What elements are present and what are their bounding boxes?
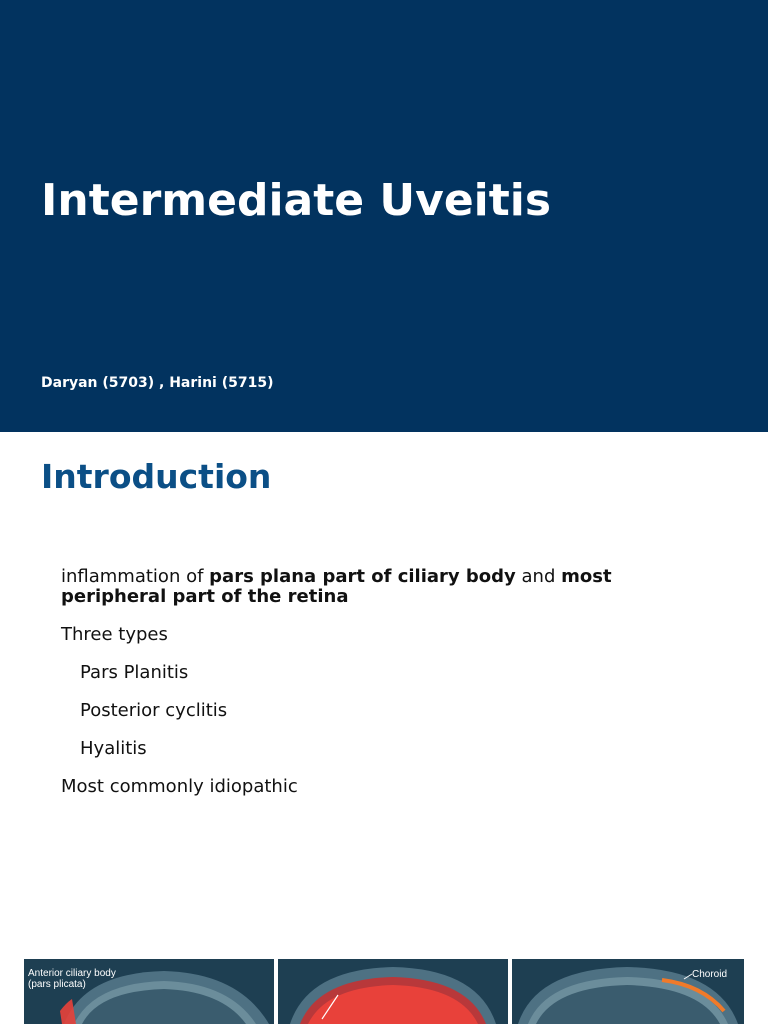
eye-cross-section-2: [278, 959, 508, 1024]
definition-bold-1: pars plana part of ciliary body: [209, 566, 516, 587]
label-anterior-ciliary-body: Anterior ciliary body (pars plicata): [28, 968, 116, 990]
eye-anatomy-figure: [24, 959, 744, 1024]
definition-text-2: and: [515, 566, 562, 587]
definition-bullet: [61, 567, 701, 607]
slide-title: Intermediate Uveitis: [41, 175, 552, 226]
type-item-posterior-cyclitis: Posterior cyclitis: [80, 700, 228, 721]
introduction-slide: [0, 432, 768, 1024]
introduction-bullets: [61, 567, 701, 815]
figure-panel-anterior: [24, 959, 274, 1024]
figure-panel-posterior: [512, 959, 744, 1024]
slide-authors: Daryan (5703) , Harini (5715): [41, 375, 274, 391]
title-slide: [0, 0, 768, 432]
figure-panel-middle: [278, 959, 508, 1024]
type-item-hyalitis: Hyalitis: [80, 738, 147, 759]
type-item-pars-planitis: Pars Planitis: [80, 662, 189, 683]
definition-bold-2: most peripheral part of the retina: [61, 566, 612, 607]
introduction-heading: Introduction: [41, 457, 272, 496]
types-bullet: Three types: [61, 624, 168, 645]
definition-text-1: inflammation of: [61, 566, 210, 587]
etiology-bullet: Most commonly idiopathic: [61, 776, 298, 797]
label-choroid: Choroid: [692, 969, 728, 980]
